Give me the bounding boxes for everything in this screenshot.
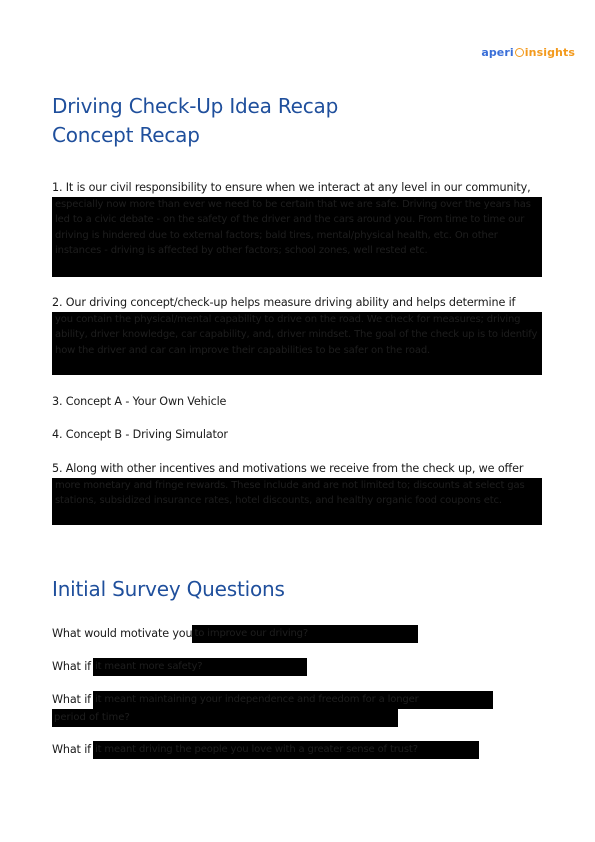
redacted-block: you contain the physical/mental capability to drive on the road. We check for measures; driving ability, driver knowledge, car capability, and, driver mindset. The goal of the check up is to identify how the driver and car can improve their capabilities to be safer on the road.	[52, 312, 542, 375]
recap-title: Driving Check-Up Idea Recap	[52, 94, 339, 118]
question-text: What would motivate you	[52, 627, 193, 640]
redacted-block-continued: period of time?	[52, 709, 398, 727]
redacted-block: especially now more than ever we need to be certain that we are safe. Driving over the years has led to a civic debate - on the safety of the driver and the cars around you. From time to time our driving is hindered due to external factors; bald tires, mental/physical health, etc. On other instances - driving is affected by other factors; school zones, well rested etc.	[52, 197, 542, 277]
survey-question-3	[52, 691, 493, 709]
recap-item-3: 3. Concept A - Your Own Vehicle	[52, 395, 227, 408]
survey-question-4	[52, 741, 479, 759]
recap-item-5	[52, 461, 542, 525]
survey-question-1	[52, 625, 418, 643]
redacted-block: it meant driving the people you love with a greater sense of trust?	[93, 741, 479, 759]
redacted-block: to improve our driving?	[192, 625, 418, 643]
survey-question-2	[52, 658, 307, 676]
question-text: What if	[52, 693, 91, 706]
logo-text-insights: insights	[524, 46, 575, 59]
recap-item-2	[52, 295, 542, 375]
redacted-block: it meant more safety?	[93, 658, 307, 676]
recap-item-1	[52, 180, 542, 277]
question-text: What if	[52, 660, 91, 673]
recap-item-4: 4. Concept B - Driving Simulator	[52, 428, 228, 441]
survey-title: Initial Survey Questions	[52, 577, 285, 601]
concept-recap-title: Concept Recap	[52, 123, 200, 147]
aperio-insights-logo	[481, 46, 575, 59]
redacted-block: more monetary and fringe rewards. These include and are not limited to; discounts at select gas stations, subsidized insurance rates, hotel discounts, and healthy organic food coupons etc.	[52, 478, 542, 525]
recap-item-5-text: 5. Along with other incentives and motivations we receive from the check up, we offer	[52, 462, 524, 475]
logo-circle-icon	[515, 48, 524, 57]
question-text: What if	[52, 743, 91, 756]
logo-text-aperi: aperi	[481, 46, 514, 59]
recap-item-2-text: 2. Our driving concept/check-up helps measure driving ability and helps determine if	[52, 296, 516, 309]
redacted-block: it meant maintaining your independence and freedom for a longer	[93, 691, 493, 709]
recap-item-1-text: 1. It is our civil responsibility to ensure when we interact at any level in our community,	[52, 181, 531, 194]
